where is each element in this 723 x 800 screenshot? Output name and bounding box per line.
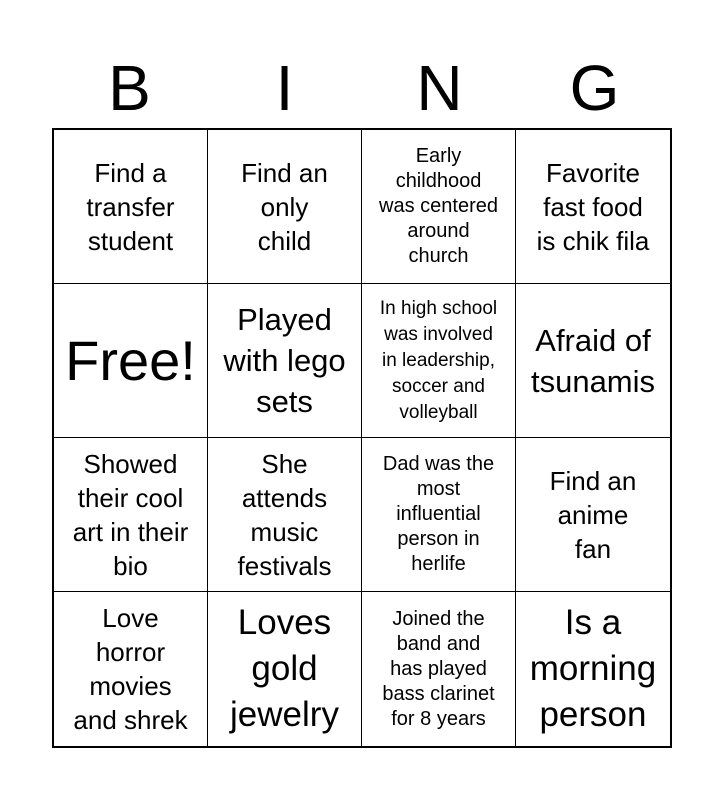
bingo-cell-text: Played with lego sets	[223, 302, 346, 419]
bingo-card-grid	[52, 128, 672, 748]
bingo-cell[interactable]	[516, 592, 670, 746]
bingo-cell-text: Find a transfer student	[86, 157, 175, 256]
bingo-cell-text: Find an anime fan	[549, 465, 637, 564]
bingo-cell[interactable]	[208, 592, 362, 746]
bingo-cell[interactable]	[54, 130, 208, 284]
header-letter-b: B	[108, 52, 151, 124]
bingo-cell-text: Loves gold jewelry	[230, 603, 339, 734]
bingo-cell-text: Showed their cool art in their bio	[72, 448, 189, 581]
bingo-cell[interactable]	[208, 130, 362, 284]
header-letter-g: G	[569, 52, 620, 124]
bingo-cell-text: Afraid of tsunamis	[530, 322, 656, 399]
bingo-cell[interactable]	[54, 438, 208, 592]
bingo-cell-text: Joined the band and has played bass clarinet for 8 years	[382, 607, 495, 730]
free-space-text: Free!	[65, 328, 196, 392]
header-letter-n: N	[416, 52, 463, 124]
bingo-cell[interactable]	[208, 438, 362, 592]
bingo-free-space[interactable]	[54, 284, 208, 438]
bingo-cell-text: Dad was the most influential person in herlife	[382, 453, 495, 575]
bingo-cell[interactable]	[516, 438, 670, 592]
bingo-cell-text: Love horror movies and shrek	[73, 603, 188, 735]
bingo-cell[interactable]	[362, 592, 516, 746]
bingo-cell-text: Favorite fast food is chik fila	[536, 157, 650, 256]
bingo-header	[52, 48, 672, 128]
bingo-cell[interactable]	[362, 130, 516, 284]
bingo-cell[interactable]	[54, 592, 208, 746]
header-letter-i: I	[275, 52, 294, 124]
bingo-cell-text: Is a morning person	[529, 603, 657, 734]
bingo-cell[interactable]	[362, 438, 516, 592]
bingo-cell[interactable]	[516, 130, 670, 284]
bingo-cell-text: In high school was involved in leadership, soccer and volleyball	[379, 297, 498, 423]
bingo-cell[interactable]	[516, 284, 670, 438]
bingo-cell-text: She attends music festivals	[237, 448, 332, 581]
bingo-cell[interactable]	[362, 284, 516, 438]
bingo-cell-text: Find an only child	[241, 157, 328, 256]
bingo-cell-text: Early childhood was centered around church	[379, 145, 498, 267]
bingo-cell[interactable]	[208, 284, 362, 438]
